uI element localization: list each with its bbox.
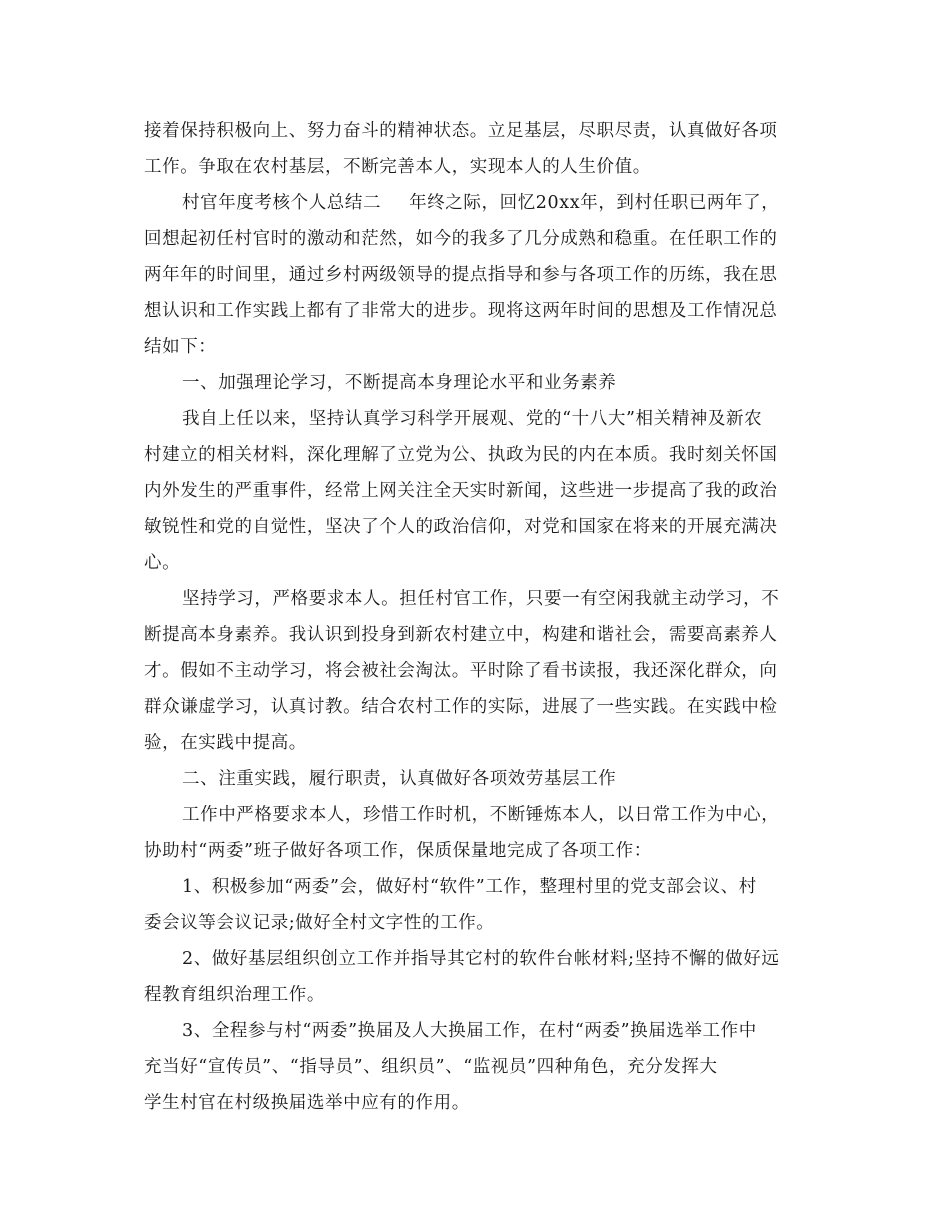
text-line xyxy=(144,185,814,221)
text-line: 工作。争取在农村基层，不断完善本人，实现本人的人生价值。 xyxy=(144,157,651,177)
text-line xyxy=(144,869,814,905)
text-line: 内外发生的严重事件，经常上网关注全天实时新闻，这些进一步提高了我的政治 xyxy=(144,481,778,501)
line-text: 2、做好基层组织创立工作并指导其它村的软件台帐材料;坚持不懈的做好远 xyxy=(182,949,780,969)
paragraph-2 xyxy=(144,185,814,365)
text-line: 断提高本身素养。我认识到投身到新农村建立中，构建和谐社会，需要高素养人 xyxy=(144,625,778,645)
list-item-3 xyxy=(144,1013,814,1121)
text-line: 群众谦虚学习，认真讨教。结合农村工作的实际，进展了一些实践。在实践中检 xyxy=(144,697,778,717)
text-line: 想认识和工作实践上都有了非常大的进步。现将这两年时间的思想及工作情况总 xyxy=(144,301,778,321)
text-line xyxy=(144,797,814,833)
line-text: 工作中严格要求本人，珍惜工作时机，不断锤炼本人，以日常工作为中心， xyxy=(182,805,780,825)
section-heading-2 xyxy=(144,761,814,797)
text-line: 接着保持积极向上、努力奋斗的精神状态。立足基层，尽职尽责，认真做好各项 xyxy=(144,121,778,141)
heading-line xyxy=(144,365,814,401)
paragraph-1 xyxy=(144,113,814,185)
text-line: 敏锐性和党的自觉性，坚决了个人的政治信仰，对党和国家在将来的开展充满决 xyxy=(144,517,778,537)
text-line: 两年年的时间里，通过乡村两级领导的提点指导和参与各项工作的历练，我在思 xyxy=(144,265,778,285)
paragraph-3 xyxy=(144,401,814,581)
text-line-continued: 年终之际，回忆20xx年，到村任职已两年了， xyxy=(409,193,780,213)
text-line: 回想起初任村官时的激动和茫然，如今的我多了几分成熟和稳重。在任职工作的 xyxy=(144,229,778,249)
text-line: 村建立的相关材料，深化理解了立党为公、执政为民的内在本质。我时刻关怀国 xyxy=(144,445,778,465)
line-text: 坚持学习，严格要求本人。担任村官工作，只要一有空闲我就主动学习，不 xyxy=(182,589,780,609)
text-line: 结如下： xyxy=(144,337,217,357)
section-title-inline: 村官年度考核个人总结二 xyxy=(182,193,382,213)
list-item-2 xyxy=(144,941,814,1013)
list-item-1 xyxy=(144,869,814,941)
document-body xyxy=(144,113,814,1121)
text-line: 委会议等会议记录;做好全村文字性的工作。 xyxy=(144,913,495,933)
line-text: 1、积极参加“两委”会，做好村“软件”工作，整理村里的党支部会议、村 xyxy=(182,877,757,897)
text-line xyxy=(144,941,814,977)
text-line: 验，在实践中提高。 xyxy=(144,733,307,753)
line-text: 我自上任以来，坚持认真学习科学开展观、党的“十八大”相关精神及新农 xyxy=(182,409,763,429)
text-line: 协助村“两委”班子做好各项工作，保质保量地完成了各项工作： xyxy=(144,841,652,861)
paragraph-5 xyxy=(144,797,814,869)
text-line xyxy=(144,401,814,437)
text-line: 心。 xyxy=(144,553,181,573)
heading-text: 一、加强理论学习，不断提高本身理论水平和业务素养 xyxy=(182,373,617,393)
line-text: 3、全程参与村“两委”换届及人大换届工作，在村“两委”换届选举工作中 xyxy=(182,1021,757,1041)
paragraph-4 xyxy=(144,581,814,761)
text-line xyxy=(144,1013,814,1049)
text-line: 程教育组织治理工作。 xyxy=(144,985,325,1005)
text-line: 充当好“宣传员”、“指导员”、组织员”、“监视员”四种角色，充分发挥大 xyxy=(144,1057,718,1077)
section-heading-1 xyxy=(144,365,814,401)
text-line: 才。假如不主动学习，将会被社会淘汰。平时除了看书读报，我还深化群众，向 xyxy=(144,661,778,681)
heading-text: 二、注重实践，履行职责，认真做好各项效劳基层工作 xyxy=(182,769,617,789)
text-line: 学生村官在村级换届选举中应有的作用。 xyxy=(144,1093,470,1113)
text-line xyxy=(144,581,814,617)
heading-line xyxy=(144,761,814,797)
